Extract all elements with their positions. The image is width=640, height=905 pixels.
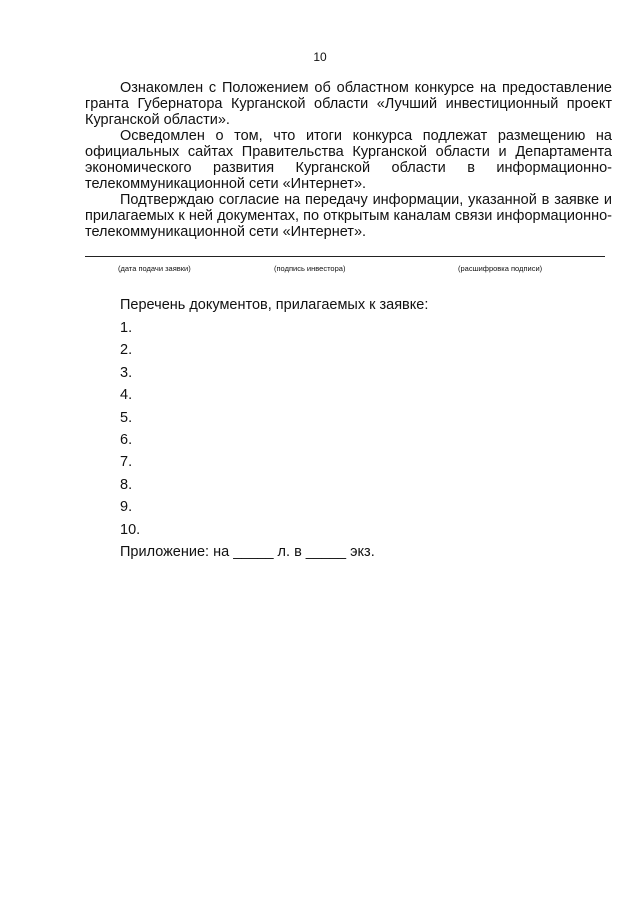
date-caption: (дата подачи заявки) [118,264,191,273]
list-item: 5. [120,409,133,426]
signature-decoding-caption: (расшифровка подписи) [458,264,543,273]
list-item: 8. [120,476,133,493]
list-item: 9. [120,499,133,516]
consent-paragraph: Подтверждаю согласие на передачу информации, указанной в заявке и прилагаемых к ней документах, по открытым каналам связи информационно-телекоммуникационной сети «Интернет». [85,192,612,240]
appendix-line: Приложение: на _____ л. в _____ экз. [120,544,375,560]
signature-caption: (подпись инвестора) [274,264,346,273]
list-item: 4. [120,387,133,404]
acknowledgement-paragraph: Ознакомлен с Положением об областном конкурсе на предоставление гранта Губернатора Курганской области «Лучший инвестиционный проект Курганской области». [85,80,612,128]
signature-line [85,256,605,257]
list-item: 10. [120,521,141,538]
list-item: 1. [120,320,133,336]
list-item: 2. [120,342,133,359]
documents-list-title: Перечень документов, прилагаемых к заявке: [120,297,429,313]
documents-list [120,320,140,544]
list-item: 3. [120,364,133,381]
awareness-paragraph: Осведомлен о том, что итоги конкурса подлежат размещению на официальных сайтах Правительства Курганской области и Департамента экономического развития Курганской области в информационно-телекоммуникационной сети «Интернет». [85,128,612,192]
list-item: 7. [120,454,133,471]
page-number: 10 [313,50,327,64]
list-item: 6. [120,431,133,448]
